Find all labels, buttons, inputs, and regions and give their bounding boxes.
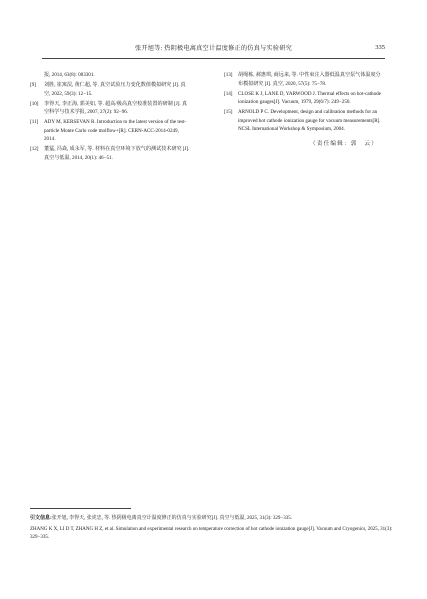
editor-note: （责任编辑：郭 云） [310, 140, 378, 147]
reference-9: [9] 刘胜, 崔寓淏, 黄仁超, 等. 真空试验压力变化数值模拟研究 [J]. 真空, 2022, 59(3): 12−15. [30, 82, 186, 97]
page-number: 335 [375, 44, 385, 51]
references-right-column [224, 71, 384, 148]
reference-15: [15] ARNOLD P C. Development, design and calibration methods for an improved hot cathode ionization gauge for vacuum measurements[R]. NCSL International Workshop & Symposium, 2004. [224, 109, 381, 133]
reference-11: [11] ADY M, KERSEVAN R. Introduction to the latest version of the test-particle Monte Carlo code molflow+[R]. CERN-ACC-2014-0249, 2014. [30, 119, 187, 143]
header-rule [42, 58, 385, 59]
footnote-rule [30, 508, 131, 509]
references-left-column [30, 71, 190, 164]
reference-continuation: 报, 2014, 63(8): 083301. [44, 72, 95, 78]
citation-zh: 引文信息:张开旭, 李得天, 张虎忠, 等. 热阴极电离真空计温度修正的仿真与实验研究[J]. 真空与低温, 2025, 31(3): 329−335. [30, 516, 292, 521]
reference-10: [10] 李得天, 李正海, 郭美如, 等. 超高/极高真空校准装置的研制 [J]. 真空科学与技术学报, 2007, 27(2): 92−96. [30, 100, 188, 116]
citation-en: ZHANG K X, LI D T, ZHANG H Z, et al. Simulation and experimental research on temperature correction of hot cathode ionization gauge[J]. Vacuum and Cryogenics, 2025, 31(3): 329−335. [30, 526, 393, 541]
citation-block [30, 515, 402, 544]
citation-label: 引文信息: [30, 516, 52, 521]
reference-13: [13] 胡绳栋, 郝惠琪, 商远来, 等. 中性束注入器低温真空泵气体温度分布模拟研究 [J]. 真空, 2020, 57(5): 75−78. [224, 72, 381, 87]
running-header [42, 40, 385, 58]
reference-14: [14] CLOSE K J, LANE D, YARWOOD J. Thermal effects on hot-cathode ionization gauges[J]. Vacuum, 1979, 29(6/7): 249−250. [224, 90, 381, 106]
reference-12: [12] 董猛, 冯焱, 成永军, 等. 材料在真空环境下放气的测试技术研究 [J]. 真空与低温, 2014, 20(1): 46−51. [30, 146, 190, 161]
running-header-title: 张开旭等: 热阴极电离真空计温度修正的仿真与实验研究 [135, 45, 292, 52]
